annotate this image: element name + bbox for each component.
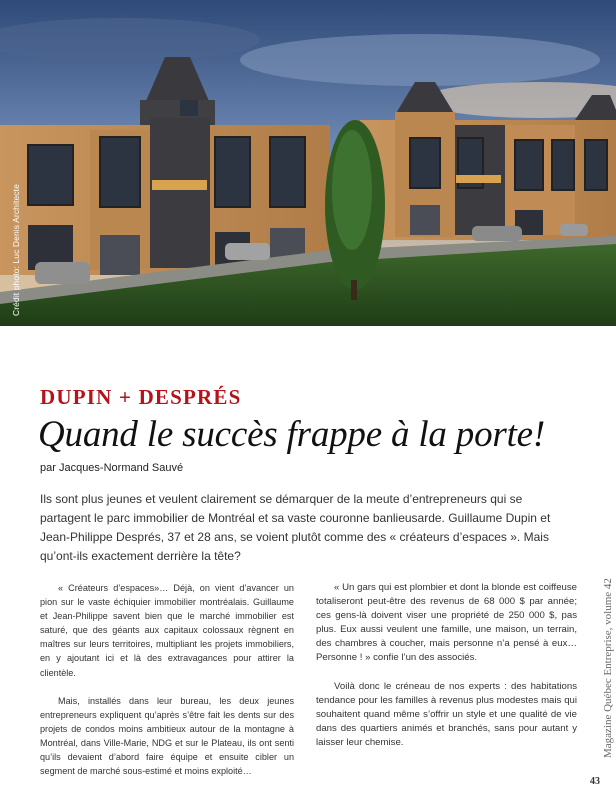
hero-illustration [0,0,616,326]
magazine-side-label: Magazine Québec Entreprise, volume 42 [602,578,614,758]
article-column-left [40,581,294,792]
article-lead: Ils sont plus jeunes et veulent clairement se démarquer de la meute d’entrepreneurs qui se partagent le parc immobilier de Montréal et sa vaste couronne banlieusarde. Guillaume Dupin et Jean-Philippe Després, 37 et 28 ans, se voient plutôt comme des « créateurs d’espaces ». Mais qu’ont-ils exactement derrière la tête? [40,492,551,563]
paragraph: « Créateurs d’espaces»… Déjà, on vient d’avancer un pion sur le vaste échiquier immobilier montréalais. Guillaume et Jean-Philippe savent bien que le marché immobilier est saturé, que des géants aux capitaux colossaux règnent en maîtres sur leurs territoires, multipliant les projets immobiliers, en y ajoutant ici et là des extravagances pour attirer la clientèle. [40,583,294,678]
page-number: 43 [590,776,600,787]
paragraph: Mais, installés dans leur bureau, les deux jeunes entrepreneurs expliquent qu’après s’être fait les dents sur des projets de condos moins ambitieux autour de la montagne à Montréal, dans Ville-Marie, NDG et sur le Plateau, ils ont senti qu’ils devaient d’abord faire équipe et ensuite cibler un segment de marché sous-estimé et moins exploité… [40,695,294,777]
paragraph: « Un gars qui est plombier et dont la blonde est coiffeuse totaliseront peut-être des revenus de 68 000 $ par année; ces gens-là doivent viser une propriété de 250 000 $, pas plus. Eux aussi veulent une famille, une maison, un terrain, des chambres à coucher, mais personne n’a pensé à eux… Personne ! » confie l’un des associés. [316,582,577,664]
hero-photo [0,0,616,326]
article-column-right [316,581,577,764]
paragraph: Voilà donc le créneau de nos experts : des habitations tendance pour les familles à revenus plus modestes mais qui souhaitent quand même s’offrir un style et une qualité de vie dans des quartiers animés et branchés, sans pour autant y laisser leur chemise. [316,680,577,748]
article-kicker: DUPIN + DESPRÉS [40,385,242,409]
photo-credit: Crédit photo: Luc Denis Architecte [11,184,21,316]
article-headline: Quand le succès frappe à la porte! [38,414,545,455]
article-byline: par Jacques-Normand Sauvé [40,462,184,474]
